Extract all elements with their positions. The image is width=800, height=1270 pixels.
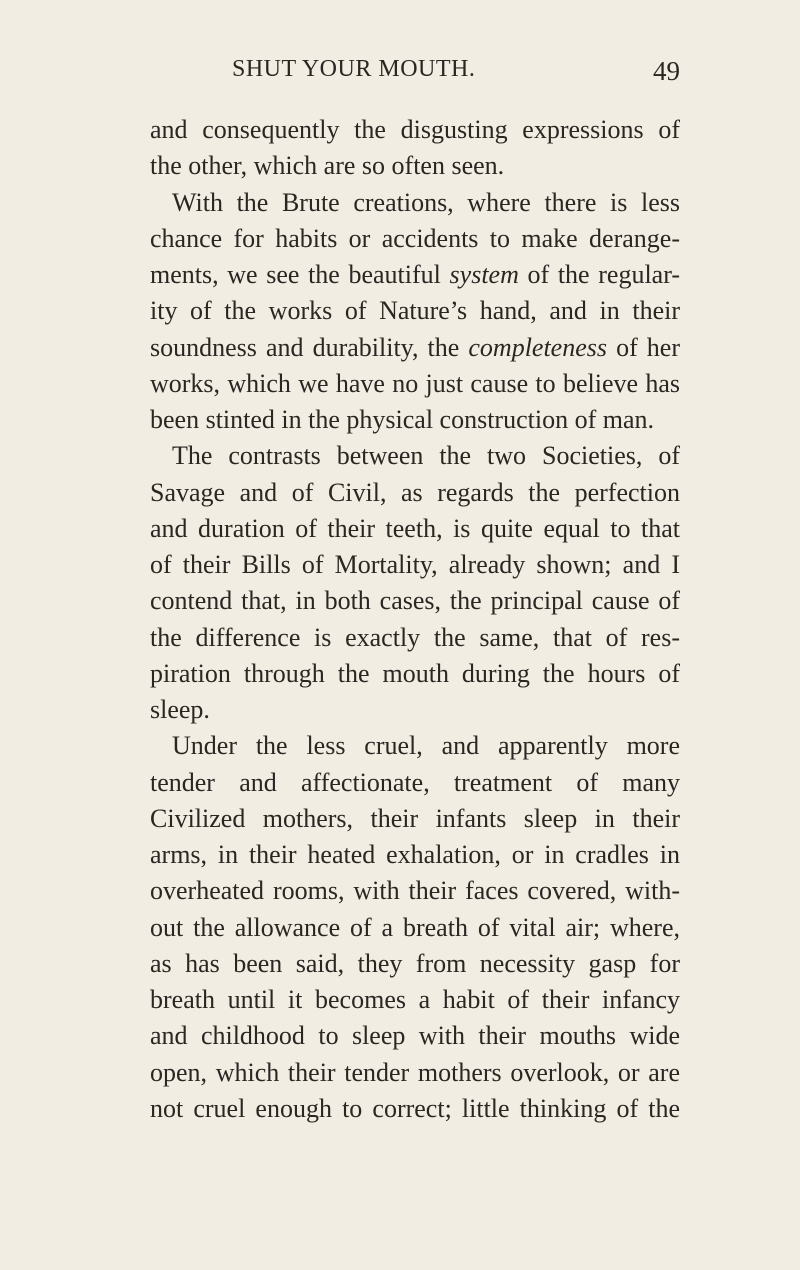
text-line: of their Bills of Mortality, already shown; and I [150,550,680,579]
line-segment: ments, we see the beautiful [150,260,450,289]
text-line: The contrasts between the two Societies, of [172,441,680,471]
running-head [150,56,680,92]
text-line: Savage and of Civil, as regards the perfection [150,477,680,507]
text-line: overheated rooms, with their faces covered, with- [150,876,680,906]
emphasized-word: completeness [468,332,607,362]
text-line: tender and affectionate, treatment of many [150,767,680,797]
text-line: been stinted in the physical construction of man. [150,405,654,434]
emphasized-word: system [449,260,519,289]
text-line: the difference is exactly the same, that of res- [150,622,680,652]
text-line: and childhood to sleep with their mouths wide [150,1021,680,1051]
line-segment: of her [607,332,680,362]
running-title: SHUT YOUR MOUTH. [232,56,476,82]
text-line: not cruel enough to correct; little thinking of the [150,1093,680,1123]
text-line: open, which their tender mothers overlook, or are [150,1057,680,1087]
text-line: Under the less cruel, and apparently more [172,731,680,761]
text-line: works, which we have no just cause to believe has [150,368,680,398]
line-segment: soundness and durability, the [150,332,469,362]
body-text [150,112,680,1127]
text-line: as has been said, they from necessity gasp for [150,948,680,978]
text-line: contend that, in both cases, the principal cause of [150,586,680,616]
text-line: arms, in their heated exhalation, or in cradles in [150,840,680,869]
text-line: sleep. [150,695,210,724]
text-line [150,257,680,293]
text-line: and duration of their teeth, is quite equal to that [150,513,680,543]
text-line: and consequently the disgusting expressions of [150,115,680,144]
page-number: 49 [653,56,680,86]
text-line: Civilized mothers, their infants sleep in their [150,803,680,833]
text-line [150,330,680,366]
line-segment: of the regular- [518,260,680,289]
text-line: chance for habits or accidents to make derange- [150,223,680,253]
text-line: ity of the works of Nature’s hand, and in their [150,296,680,326]
text-line: With the Brute creations, where there is less [172,187,680,217]
text-line: piration through the mouth during the hours of [150,658,680,688]
text-line: the other, which are so often seen. [150,151,505,181]
text-line: out the allowance of a breath of vital air; where, [150,912,680,942]
text-line: breath until it becomes a habit of their infancy [150,985,680,1014]
